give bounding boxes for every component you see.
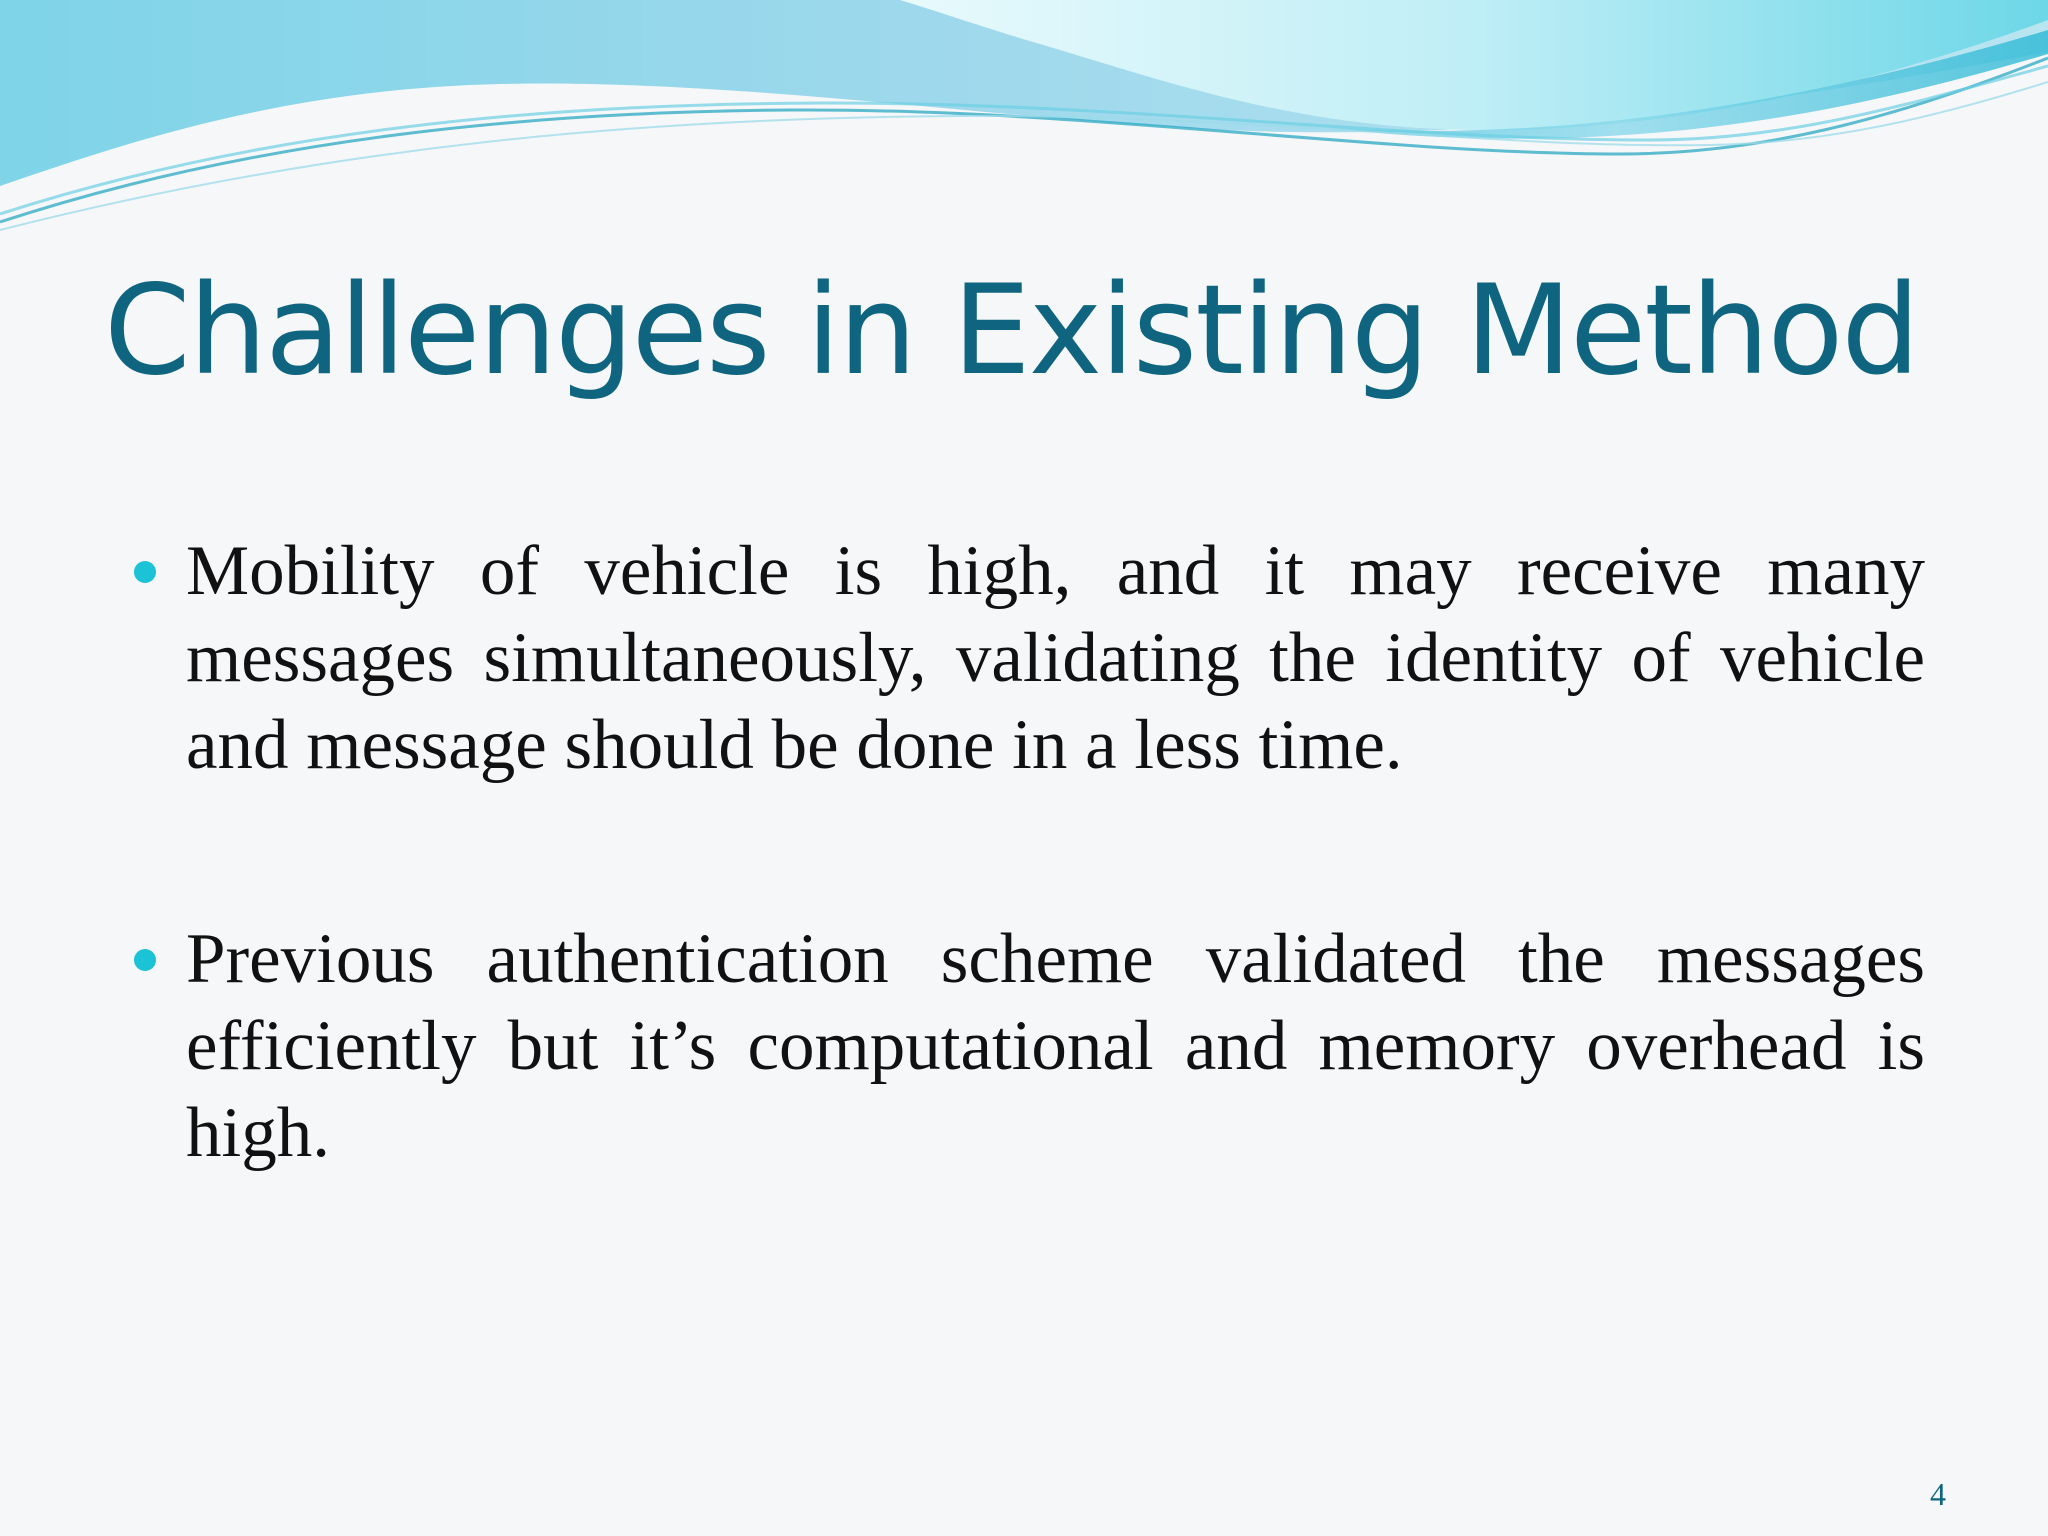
bullet-text: Previous authentication scheme validated the messages efficiently but it’s computational and memory overhead is high.	[186, 920, 1925, 1172]
bullet-item-overhead-challenge	[130, 916, 1925, 1177]
bullet-text: Mobility of vehicle is high, and it may receive many messages simultaneously, validating the identity of vehicle and message should be done in a less time.	[186, 532, 1925, 784]
bullet-marker-icon	[134, 561, 156, 583]
page-number: 4	[1930, 1476, 1946, 1512]
slide-title: Challenges in Existing Method	[104, 259, 1919, 403]
bullet-item-mobility-challenge	[130, 528, 1925, 789]
bullet-list	[130, 528, 1925, 1177]
bullet-marker-icon	[134, 949, 156, 971]
header-wave-decoration	[0, 0, 2048, 240]
